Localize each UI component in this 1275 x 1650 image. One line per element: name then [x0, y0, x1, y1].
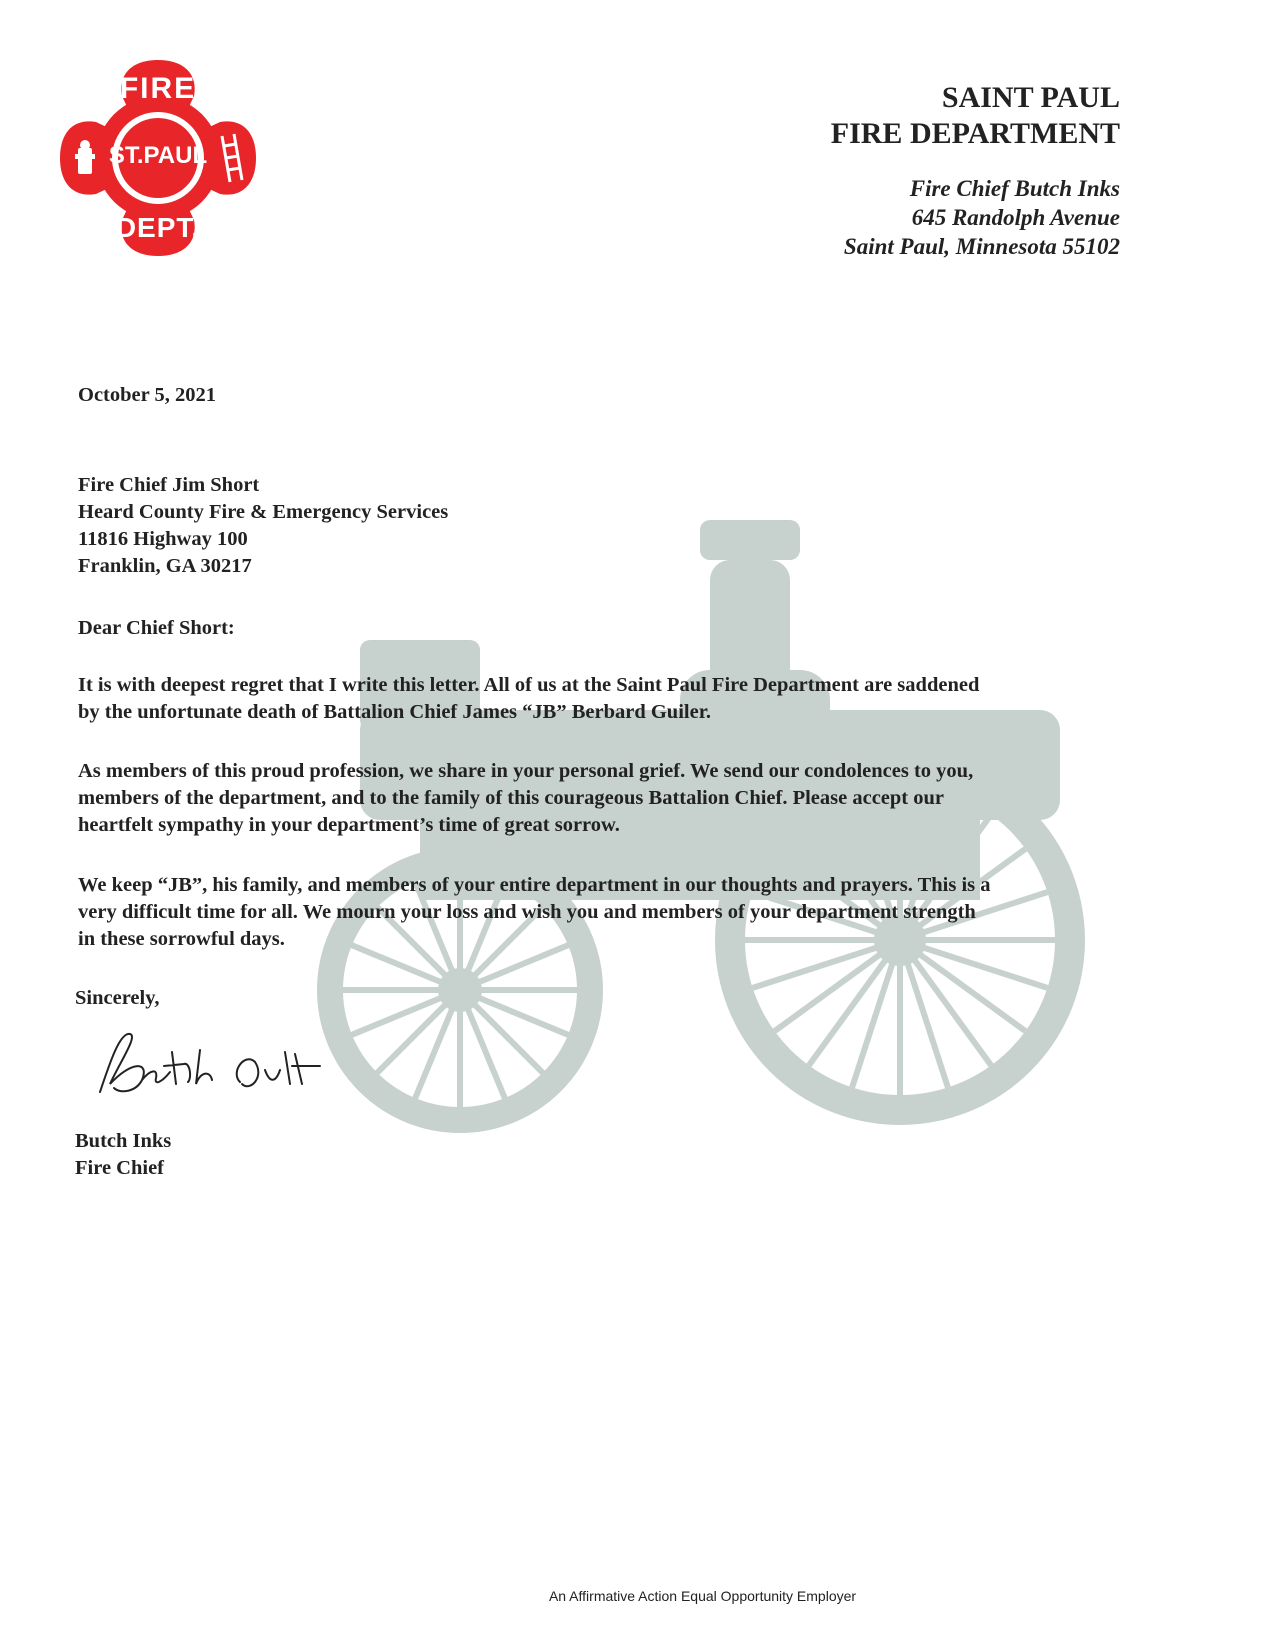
paragraph-line: members of the department, and to the family of this courageous Battalion Chief. Please accept our	[78, 787, 945, 809]
sender-name: Fire Chief Butch Inks	[909, 176, 1120, 201]
recipient-line: Heard County Fire & Emergency Services	[78, 501, 449, 523]
logo-bottom-text: DEPT.	[115, 212, 201, 243]
recipient-line: 11816 Highway 100	[78, 528, 248, 550]
paragraph-line: by the unfortunate death of Battalion Chief James “JB” Berbard Guiler.	[78, 701, 712, 723]
body-paragraph-3	[78, 872, 1188, 953]
wheel-spoke	[852, 940, 900, 1087]
footer-text: An Affirmative Action Equal Opportunity Employer	[548, 1588, 857, 1604]
org-line-2: FIRE DEPARTMENT	[830, 117, 1120, 150]
org-line-1: SAINT PAUL	[941, 81, 1120, 114]
body-paragraph-1	[78, 672, 1188, 726]
closing: Sincerely,	[75, 987, 160, 1009]
paragraph-line: very difficult time for all. We mourn your loss and wish you and members of your department strength	[78, 901, 976, 923]
paragraph-line: We keep “JB”, his family, and members of your entire department in our thoughts and prayers. This is a	[78, 874, 991, 896]
wheel-spoke	[900, 940, 948, 1087]
paragraph-line: heartfelt sympathy in your department’s time of great sorrow.	[78, 814, 620, 836]
body-paragraph-2	[78, 758, 1188, 839]
paragraph-line: It is with deepest regret that I write this letter. All of us at the Saint Paul Fire Department are saddened	[78, 674, 980, 696]
sender-street: 645 Randolph Avenue	[911, 205, 1120, 230]
handwritten-signature	[80, 1022, 340, 1112]
logo-center-text: ST.PAUL	[108, 142, 208, 169]
sender-city: Saint Paul, Minnesota 55102	[843, 234, 1120, 259]
recipient-line: Franklin, GA 30217	[78, 555, 252, 577]
signer-name: Butch Inks	[75, 1130, 172, 1152]
logo-top-text: FIRE	[119, 72, 197, 105]
paragraph-line: in these sorrowful days.	[78, 928, 285, 950]
logo-text-layer	[52, 52, 264, 264]
organization-name	[831, 80, 1120, 152]
recipient-block	[78, 472, 1188, 580]
signer-title: Fire Chief	[75, 1157, 164, 1179]
salutation: Dear Chief Short:	[78, 617, 235, 639]
signer-block	[75, 1128, 1185, 1182]
letter-date: October 5, 2021	[78, 384, 216, 406]
paragraph-line: As members of this proud profession, we share in your personal grief. We send our condolences to you,	[78, 760, 974, 782]
recipient-line: Fire Chief Jim Short	[78, 474, 260, 496]
sender-address	[844, 174, 1120, 261]
